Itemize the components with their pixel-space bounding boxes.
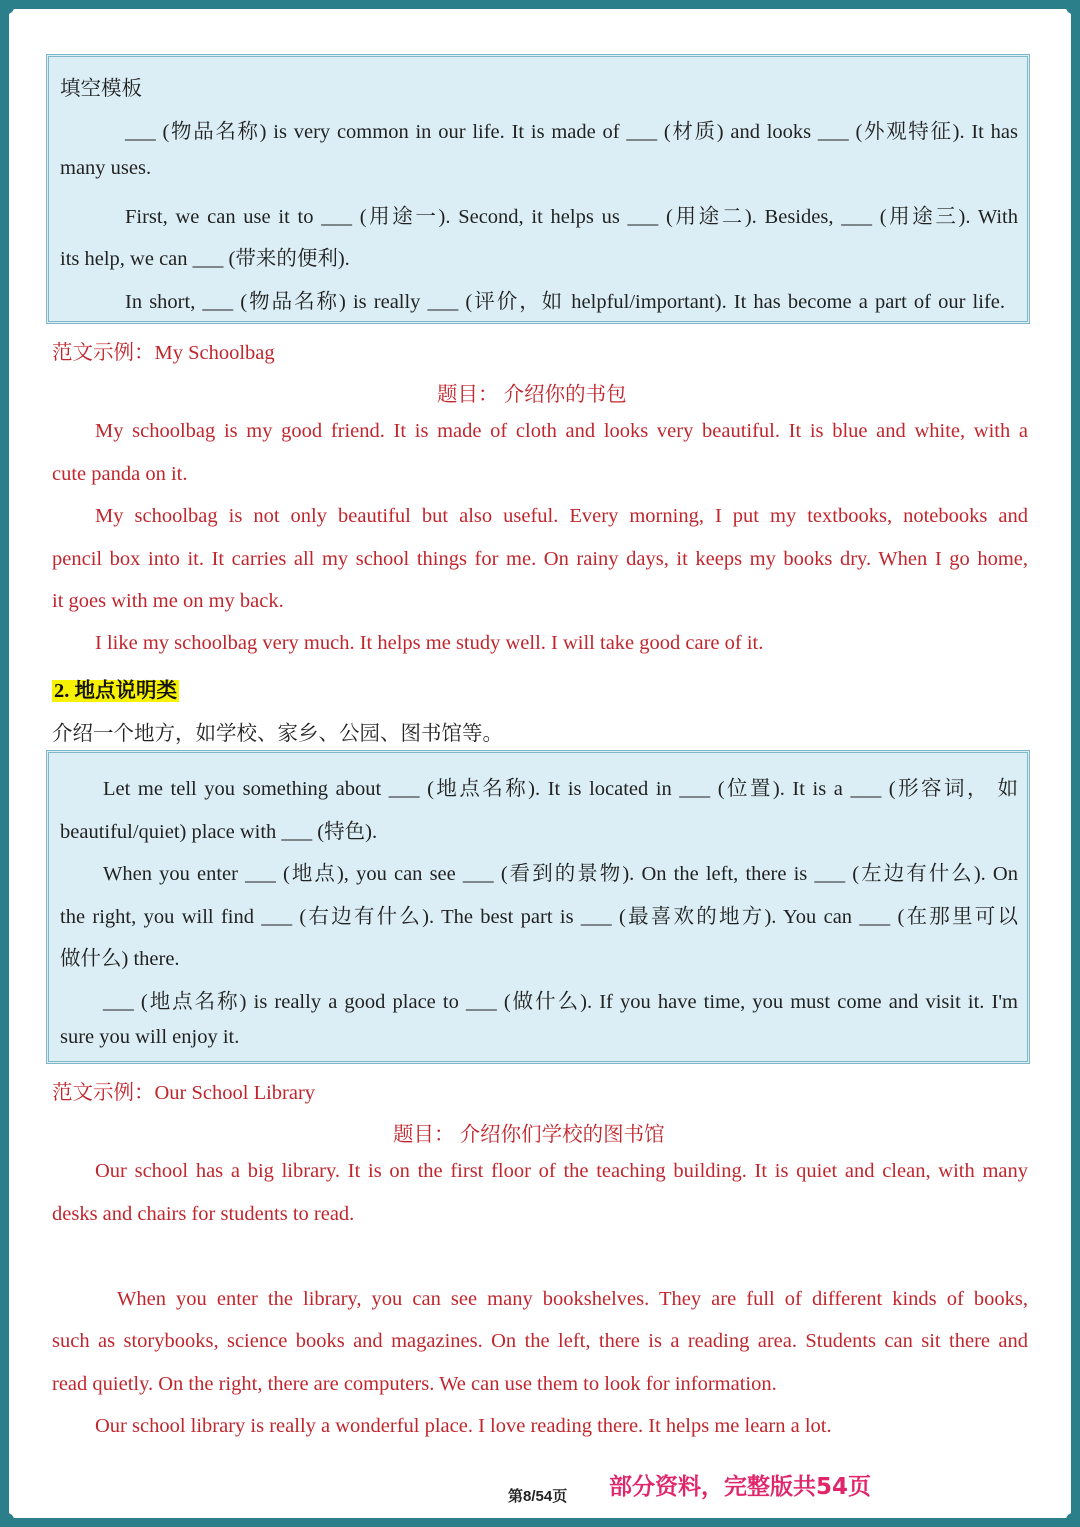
fill-in-template-box-2 — [46, 750, 1030, 1064]
example-paragraph-line: Our school library is really a wonderful place. I love reading there. It helps me learn a lot. — [95, 1415, 832, 1437]
example-paragraph-line: read quietly. On the right, there are computers. We can use them to look for information. — [52, 1373, 777, 1395]
template-line: beautiful/quiet) place with ___ (特色). — [60, 821, 378, 843]
corner-dot-bottom-right — [1066, 1513, 1080, 1527]
example-paragraph-line: My schoolbag is my good friend. It is made of cloth and looks very beautiful. It is blue and white, with a — [95, 420, 1028, 442]
template-line: its help, we can ___ (带来的便利). — [60, 248, 350, 270]
example-paragraph-line: cute panda on it. — [52, 463, 188, 485]
footer-note: 部分资料，完整版共54页 — [609, 1474, 872, 1500]
template-line: When you enter ___ (地点), you can see ___ (看到的景物). On the left, there is ___ (左边有什么). On — [103, 863, 1018, 885]
example-paragraph-line: desks and chairs for students to read. — [52, 1203, 355, 1225]
section-heading-highlight: 2. 地点说明类 — [54, 680, 177, 702]
template-line: the right, you will find ___ (右边有什么). The best part is ___ (最喜欢的地方). You can ___ (在那里可以 — [60, 906, 1018, 928]
section-heading — [52, 673, 179, 703]
template-line: First, we can use it to ___ (用途一). Second, it helps us ___ (用途二). Besides, ___ (用途三). With — [125, 206, 1018, 228]
template-line: sure you will enjoy it. — [60, 1026, 240, 1048]
template-line: ___ (地点名称) is really a good place to ___ (做什么). If you have time, you must come and visit it. I'm — [103, 991, 1018, 1013]
corner-dot-top-left — [0, 0, 14, 14]
section-description: 介绍一个地方，如学校、家乡、公园、图书馆等。 — [52, 723, 503, 745]
template-line: Let me tell you something about ___ (地点名称). It is located in ___ (位置). It is a ___ (形容词， 如 — [103, 778, 1018, 800]
template-line: ___ (物品名称) is very common in our life. It is made of ___ (材质) and looks ___ (外观特征). It has — [125, 121, 1018, 143]
fill-in-template-box-1 — [46, 54, 1030, 324]
example-paragraph-line: I like my schoolbag very much. It helps me study well. I will take good care of it. — [95, 632, 764, 654]
page-number: 第8/54页 — [508, 1488, 568, 1505]
corner-dot-bottom-left — [0, 1513, 14, 1527]
example-title: 题目： 介绍你的书包 — [437, 384, 627, 406]
example-paragraph-line: such as storybooks, science books and magazines. On the left, there is a reading area. Students can sit there and — [52, 1330, 1028, 1352]
example-paragraph-line: pencil box into it. It carries all my school things for me. On rainy days, it keeps my books dry. When I go home, — [52, 548, 1028, 570]
example-paragraph-line: When you enter the library, you can see many bookshelves. They are full of different kinds of books, — [117, 1288, 1028, 1310]
example-paragraph-line: Our school has a big library. It is on the first floor of the teaching building. It is quiet and clean, with many — [95, 1160, 1028, 1182]
template-title: 填空模板 — [60, 78, 142, 100]
template-line: In short, ___ (物品名称) is really ___ (评价，如 helpful/important). It has become a part of our life. — [125, 291, 1005, 313]
example-paragraph-line: it goes with me on my back. — [52, 590, 284, 612]
example-label: 范文示例：Our School Library — [52, 1082, 316, 1104]
template-line: many uses. — [60, 157, 152, 179]
corner-dot-top-right — [1066, 0, 1080, 14]
example-label: 范文示例：My Schoolbag — [52, 342, 275, 364]
template-line: 做什么) there. — [60, 948, 180, 970]
example-title: 题目： 介绍你们学校的图书馆 — [393, 1124, 665, 1146]
example-paragraph-line: My schoolbag is not only beautiful but also useful. Every morning, I put my textbooks, notebooks and — [95, 505, 1028, 527]
